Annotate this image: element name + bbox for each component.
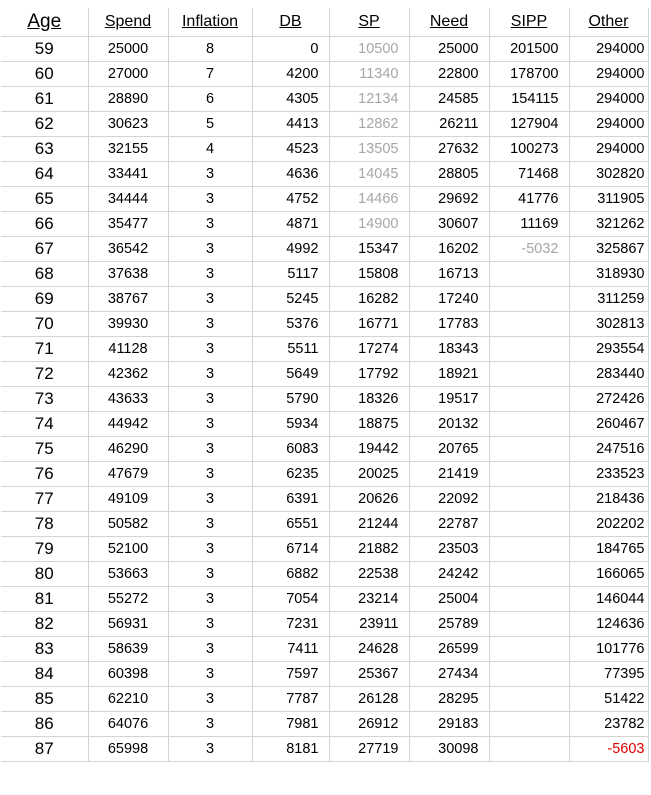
cell-need[interactable]: 19517: [409, 386, 489, 411]
cell-sp[interactable]: 24628: [329, 636, 409, 661]
cell-sipp[interactable]: [489, 436, 569, 461]
table-row: [1, 211, 648, 236]
cell-inflation[interactable]: 3: [168, 536, 252, 561]
cell-age[interactable]: 78: [1, 511, 88, 536]
cell-sipp[interactable]: [489, 736, 569, 761]
cell-age[interactable]: 83: [1, 636, 88, 661]
cell-db[interactable]: 5511: [252, 336, 329, 361]
cell-sipp[interactable]: [489, 461, 569, 486]
cell-sipp[interactable]: [489, 486, 569, 511]
cell-inflation[interactable]: 3: [168, 636, 252, 661]
cell-age[interactable]: 87: [1, 736, 88, 761]
cell-inflation[interactable]: 3: [168, 661, 252, 686]
cell-age[interactable]: 74: [1, 411, 88, 436]
cell-db[interactable]: 5117: [252, 261, 329, 286]
cell-sipp[interactable]: 178700: [489, 61, 569, 86]
cell-age[interactable]: 62: [1, 111, 88, 136]
cell-other[interactable]: 146044: [569, 586, 648, 611]
cell-need[interactable]: 21419: [409, 461, 489, 486]
cell-spend[interactable]: 38767: [88, 286, 168, 311]
cell-db[interactable]: 5245: [252, 286, 329, 311]
table-row: [1, 361, 648, 386]
cell-sp[interactable]: 23214: [329, 586, 409, 611]
cell-db[interactable]: 5790: [252, 386, 329, 411]
header-row: [1, 8, 648, 36]
cell-inflation[interactable]: 5: [168, 111, 252, 136]
cell-db[interactable]: 8181: [252, 736, 329, 761]
cell-sipp[interactable]: [489, 686, 569, 711]
cell-need[interactable]: 23503: [409, 536, 489, 561]
cell-need[interactable]: 17783: [409, 311, 489, 336]
cell-other[interactable]: 124636: [569, 611, 648, 636]
cell-other[interactable]: 325867: [569, 236, 648, 261]
table-row: [1, 136, 648, 161]
cell-inflation[interactable]: 3: [168, 361, 252, 386]
cell-spend[interactable]: 25000: [88, 36, 168, 61]
cell-sp[interactable]: 26128: [329, 686, 409, 711]
cell-sp[interactable]: 12134: [329, 86, 409, 111]
cell-need[interactable]: 30607: [409, 211, 489, 236]
cell-sp[interactable]: 14466: [329, 186, 409, 211]
cell-spend[interactable]: 41128: [88, 336, 168, 361]
cell-spend[interactable]: 64076: [88, 711, 168, 736]
cell-age[interactable]: 82: [1, 611, 88, 636]
cell-sipp[interactable]: [489, 561, 569, 586]
table-row: [1, 311, 648, 336]
table-row: [1, 636, 648, 661]
cell-inflation[interactable]: 3: [168, 261, 252, 286]
cell-db[interactable]: 4200: [252, 61, 329, 86]
cell-sipp[interactable]: [489, 611, 569, 636]
cell-sipp[interactable]: [489, 261, 569, 286]
cell-need[interactable]: 17240: [409, 286, 489, 311]
table-row: [1, 536, 648, 561]
cell-sp[interactable]: 18875: [329, 411, 409, 436]
cell-sp[interactable]: 11340: [329, 61, 409, 86]
cell-spend[interactable]: 33441: [88, 161, 168, 186]
cell-need[interactable]: 25000: [409, 36, 489, 61]
cell-age[interactable]: 59: [1, 36, 88, 61]
cell-need[interactable]: 27434: [409, 661, 489, 686]
cell-db[interactable]: 4523: [252, 136, 329, 161]
cell-age[interactable]: 70: [1, 311, 88, 336]
cell-need[interactable]: 18921: [409, 361, 489, 386]
cell-sp[interactable]: 12862: [329, 111, 409, 136]
header-need[interactable]: Need: [409, 8, 489, 36]
cell-spend[interactable]: 49109: [88, 486, 168, 511]
cell-db[interactable]: 7231: [252, 611, 329, 636]
cell-spend[interactable]: 35477: [88, 211, 168, 236]
cell-other[interactable]: 318930: [569, 261, 648, 286]
cell-sipp[interactable]: [489, 711, 569, 736]
cell-spend[interactable]: 58639: [88, 636, 168, 661]
cell-sp[interactable]: 25367: [329, 661, 409, 686]
cell-db[interactable]: 5934: [252, 411, 329, 436]
cell-sp[interactable]: 21244: [329, 511, 409, 536]
cell-inflation[interactable]: 3: [168, 611, 252, 636]
cell-other[interactable]: 247516: [569, 436, 648, 461]
cell-sipp[interactable]: [489, 411, 569, 436]
cell-other[interactable]: 218436: [569, 486, 648, 511]
cell-age[interactable]: 63: [1, 136, 88, 161]
cell-sp[interactable]: 27719: [329, 736, 409, 761]
cell-db[interactable]: 7054: [252, 586, 329, 611]
cell-spend[interactable]: 65998: [88, 736, 168, 761]
cell-need[interactable]: 25789: [409, 611, 489, 636]
cell-inflation[interactable]: 3: [168, 236, 252, 261]
cell-other[interactable]: 321262: [569, 211, 648, 236]
cell-db[interactable]: 7981: [252, 711, 329, 736]
table-row: [1, 436, 648, 461]
cell-db[interactable]: 6882: [252, 561, 329, 586]
table-row: [1, 586, 648, 611]
cell-db[interactable]: 4752: [252, 186, 329, 211]
cell-spend[interactable]: 34444: [88, 186, 168, 211]
cell-sp[interactable]: 15347: [329, 236, 409, 261]
cell-sp[interactable]: 14900: [329, 211, 409, 236]
cell-sp[interactable]: 13505: [329, 136, 409, 161]
cell-db[interactable]: 5376: [252, 311, 329, 336]
table-row: [1, 686, 648, 711]
header-inflation[interactable]: Inflation: [168, 8, 252, 36]
cell-age[interactable]: 79: [1, 536, 88, 561]
cell-age[interactable]: 76: [1, 461, 88, 486]
cell-sipp[interactable]: [489, 336, 569, 361]
cell-age[interactable]: 69: [1, 286, 88, 311]
cell-inflation[interactable]: 3: [168, 461, 252, 486]
cell-other[interactable]: 294000: [569, 136, 648, 161]
table-row: [1, 736, 648, 761]
cell-db[interactable]: 6391: [252, 486, 329, 511]
cell-other[interactable]: 233523: [569, 461, 648, 486]
cell-sp[interactable]: 16282: [329, 286, 409, 311]
cell-inflation[interactable]: 3: [168, 411, 252, 436]
cell-other[interactable]: 302813: [569, 311, 648, 336]
cell-other[interactable]: 283440: [569, 361, 648, 386]
cell-db[interactable]: 7787: [252, 686, 329, 711]
cell-other[interactable]: 293554: [569, 336, 648, 361]
cell-age[interactable]: 66: [1, 211, 88, 236]
cell-other[interactable]: 311905: [569, 186, 648, 211]
cell-sipp[interactable]: [489, 511, 569, 536]
cell-other[interactable]: 166065: [569, 561, 648, 586]
cell-inflation[interactable]: 3: [168, 436, 252, 461]
header-sipp[interactable]: SIPP: [489, 8, 569, 36]
cell-other[interactable]: 202202: [569, 511, 648, 536]
cell-other[interactable]: 23782: [569, 711, 648, 736]
cell-spend[interactable]: 53663: [88, 561, 168, 586]
cell-spend[interactable]: 46290: [88, 436, 168, 461]
table-row: [1, 261, 648, 286]
cell-sipp[interactable]: [489, 386, 569, 411]
cell-inflation[interactable]: 3: [168, 686, 252, 711]
cell-sp[interactable]: 22538: [329, 561, 409, 586]
cell-spend[interactable]: 62210: [88, 686, 168, 711]
cell-need[interactable]: 22092: [409, 486, 489, 511]
cell-spend[interactable]: 42362: [88, 361, 168, 386]
cell-inflation[interactable]: 3: [168, 561, 252, 586]
cell-inflation[interactable]: 3: [168, 286, 252, 311]
cell-other[interactable]: 260467: [569, 411, 648, 436]
cell-inflation[interactable]: 8: [168, 36, 252, 61]
cell-sp[interactable]: 14045: [329, 161, 409, 186]
cell-sipp[interactable]: [489, 311, 569, 336]
cell-sp[interactable]: 18326: [329, 386, 409, 411]
cell-need[interactable]: 26599: [409, 636, 489, 661]
cell-age[interactable]: 73: [1, 386, 88, 411]
cell-sipp[interactable]: 127904: [489, 111, 569, 136]
cell-age[interactable]: 71: [1, 336, 88, 361]
cell-need[interactable]: 22787: [409, 511, 489, 536]
cell-need[interactable]: 24585: [409, 86, 489, 111]
cell-db[interactable]: 4992: [252, 236, 329, 261]
cell-inflation[interactable]: 4: [168, 136, 252, 161]
cell-sipp[interactable]: [489, 361, 569, 386]
cell-inflation[interactable]: 3: [168, 161, 252, 186]
cell-other[interactable]: 294000: [569, 36, 648, 61]
table-row: [1, 461, 648, 486]
cell-age[interactable]: 80: [1, 561, 88, 586]
cell-sp[interactable]: 17792: [329, 361, 409, 386]
cell-sp[interactable]: 19442: [329, 436, 409, 461]
cell-need[interactable]: 16713: [409, 261, 489, 286]
cell-other[interactable]: 184765: [569, 536, 648, 561]
cell-age[interactable]: 75: [1, 436, 88, 461]
table-row: [1, 711, 648, 736]
table-row: [1, 561, 648, 586]
cell-spend[interactable]: 47679: [88, 461, 168, 486]
cell-age[interactable]: 84: [1, 661, 88, 686]
cell-inflation[interactable]: 3: [168, 336, 252, 361]
cell-age[interactable]: 77: [1, 486, 88, 511]
cell-spend[interactable]: 43633: [88, 386, 168, 411]
cell-inflation[interactable]: 3: [168, 511, 252, 536]
cell-age[interactable]: 68: [1, 261, 88, 286]
cell-sipp[interactable]: [489, 586, 569, 611]
table-row: [1, 186, 648, 211]
cell-spend[interactable]: 52100: [88, 536, 168, 561]
table-row: [1, 161, 648, 186]
table-row: [1, 61, 648, 86]
cell-db[interactable]: 6551: [252, 511, 329, 536]
cell-db[interactable]: 6714: [252, 536, 329, 561]
cell-spend[interactable]: 50582: [88, 511, 168, 536]
cell-other[interactable]: 311259: [569, 286, 648, 311]
cell-other[interactable]: 294000: [569, 61, 648, 86]
cell-sipp[interactable]: -5032: [489, 236, 569, 261]
cell-age[interactable]: 67: [1, 236, 88, 261]
cell-db[interactable]: 6083: [252, 436, 329, 461]
cell-sp[interactable]: 23911: [329, 611, 409, 636]
cell-sipp[interactable]: 71468: [489, 161, 569, 186]
cell-sipp[interactable]: 154115: [489, 86, 569, 111]
table-row: [1, 336, 648, 361]
cell-age[interactable]: 65: [1, 186, 88, 211]
cell-need[interactable]: 20765: [409, 436, 489, 461]
cell-spend[interactable]: 28890: [88, 86, 168, 111]
table-row: [1, 111, 648, 136]
cell-sp[interactable]: 20626: [329, 486, 409, 511]
cell-inflation[interactable]: 6: [168, 86, 252, 111]
cell-spend[interactable]: 56931: [88, 611, 168, 636]
cell-inflation[interactable]: 3: [168, 711, 252, 736]
cell-db[interactable]: 4636: [252, 161, 329, 186]
cell-db[interactable]: 6235: [252, 461, 329, 486]
cell-spend[interactable]: 44942: [88, 411, 168, 436]
header-spend[interactable]: Spend: [88, 8, 168, 36]
cell-other[interactable]: 272426: [569, 386, 648, 411]
header-age[interactable]: Age: [1, 8, 88, 36]
table-row: [1, 511, 648, 536]
cell-other[interactable]: 302820: [569, 161, 648, 186]
cell-need[interactable]: 18343: [409, 336, 489, 361]
cell-db[interactable]: 7597: [252, 661, 329, 686]
table-row: [1, 36, 648, 61]
cell-sp[interactable]: 21882: [329, 536, 409, 561]
cell-need[interactable]: 27632: [409, 136, 489, 161]
cell-sp[interactable]: 15808: [329, 261, 409, 286]
cell-inflation[interactable]: 3: [168, 486, 252, 511]
cell-spend[interactable]: 32155: [88, 136, 168, 161]
cell-need[interactable]: 16202: [409, 236, 489, 261]
table-row: [1, 386, 648, 411]
cell-need[interactable]: 28295: [409, 686, 489, 711]
cell-need[interactable]: 24242: [409, 561, 489, 586]
cell-other[interactable]: 101776: [569, 636, 648, 661]
table-row: [1, 661, 648, 686]
cell-sp[interactable]: 26912: [329, 711, 409, 736]
cell-other[interactable]: 294000: [569, 111, 648, 136]
cell-need[interactable]: 29183: [409, 711, 489, 736]
cell-other[interactable]: -5603: [569, 736, 648, 761]
cell-age[interactable]: 61: [1, 86, 88, 111]
cell-inflation[interactable]: 3: [168, 386, 252, 411]
cell-db[interactable]: 4871: [252, 211, 329, 236]
cell-inflation[interactable]: 3: [168, 311, 252, 336]
cell-other[interactable]: 77395: [569, 661, 648, 686]
table-row: [1, 611, 648, 636]
cell-sipp[interactable]: [489, 636, 569, 661]
table-row: [1, 236, 648, 261]
cell-db[interactable]: 7411: [252, 636, 329, 661]
cell-inflation[interactable]: 3: [168, 211, 252, 236]
cell-sipp[interactable]: 11169: [489, 211, 569, 236]
table-body: [1, 36, 648, 761]
cell-need[interactable]: 22800: [409, 61, 489, 86]
cell-need[interactable]: 30098: [409, 736, 489, 761]
header-other[interactable]: Other: [569, 8, 648, 36]
table-row: [1, 486, 648, 511]
cell-inflation[interactable]: 3: [168, 586, 252, 611]
cell-sp[interactable]: 10500: [329, 36, 409, 61]
cell-spend[interactable]: 27000: [88, 61, 168, 86]
cell-spend[interactable]: 55272: [88, 586, 168, 611]
cell-db[interactable]: 0: [252, 36, 329, 61]
cell-spend[interactable]: 60398: [88, 661, 168, 686]
cell-inflation[interactable]: 7: [168, 61, 252, 86]
table-row: [1, 86, 648, 111]
cell-sipp[interactable]: [489, 536, 569, 561]
cell-sipp[interactable]: 41776: [489, 186, 569, 211]
retirement-table: [1, 8, 649, 762]
cell-need[interactable]: 28805: [409, 161, 489, 186]
cell-db[interactable]: 4413: [252, 111, 329, 136]
cell-spend[interactable]: 37638: [88, 261, 168, 286]
cell-other[interactable]: 51422: [569, 686, 648, 711]
cell-age[interactable]: 64: [1, 161, 88, 186]
cell-sipp[interactable]: 201500: [489, 36, 569, 61]
cell-spend[interactable]: 36542: [88, 236, 168, 261]
cell-sp[interactable]: 16771: [329, 311, 409, 336]
cell-age[interactable]: 72: [1, 361, 88, 386]
header-sp[interactable]: SP: [329, 8, 409, 36]
cell-need[interactable]: 29692: [409, 186, 489, 211]
cell-need[interactable]: 26211: [409, 111, 489, 136]
cell-spend[interactable]: 30623: [88, 111, 168, 136]
cell-age[interactable]: 86: [1, 711, 88, 736]
cell-need[interactable]: 20132: [409, 411, 489, 436]
cell-spend[interactable]: 39930: [88, 311, 168, 336]
cell-sipp[interactable]: [489, 286, 569, 311]
cell-db[interactable]: 5649: [252, 361, 329, 386]
cell-need[interactable]: 25004: [409, 586, 489, 611]
table-row: [1, 286, 648, 311]
header-db[interactable]: DB: [252, 8, 329, 36]
cell-sipp[interactable]: [489, 661, 569, 686]
cell-age[interactable]: 85: [1, 686, 88, 711]
cell-inflation[interactable]: 3: [168, 736, 252, 761]
cell-age[interactable]: 60: [1, 61, 88, 86]
cell-inflation[interactable]: 3: [168, 186, 252, 211]
table-row: [1, 411, 648, 436]
cell-sp[interactable]: 20025: [329, 461, 409, 486]
cell-sipp[interactable]: 100273: [489, 136, 569, 161]
cell-db[interactable]: 4305: [252, 86, 329, 111]
cell-age[interactable]: 81: [1, 586, 88, 611]
cell-sp[interactable]: 17274: [329, 336, 409, 361]
cell-other[interactable]: 294000: [569, 86, 648, 111]
